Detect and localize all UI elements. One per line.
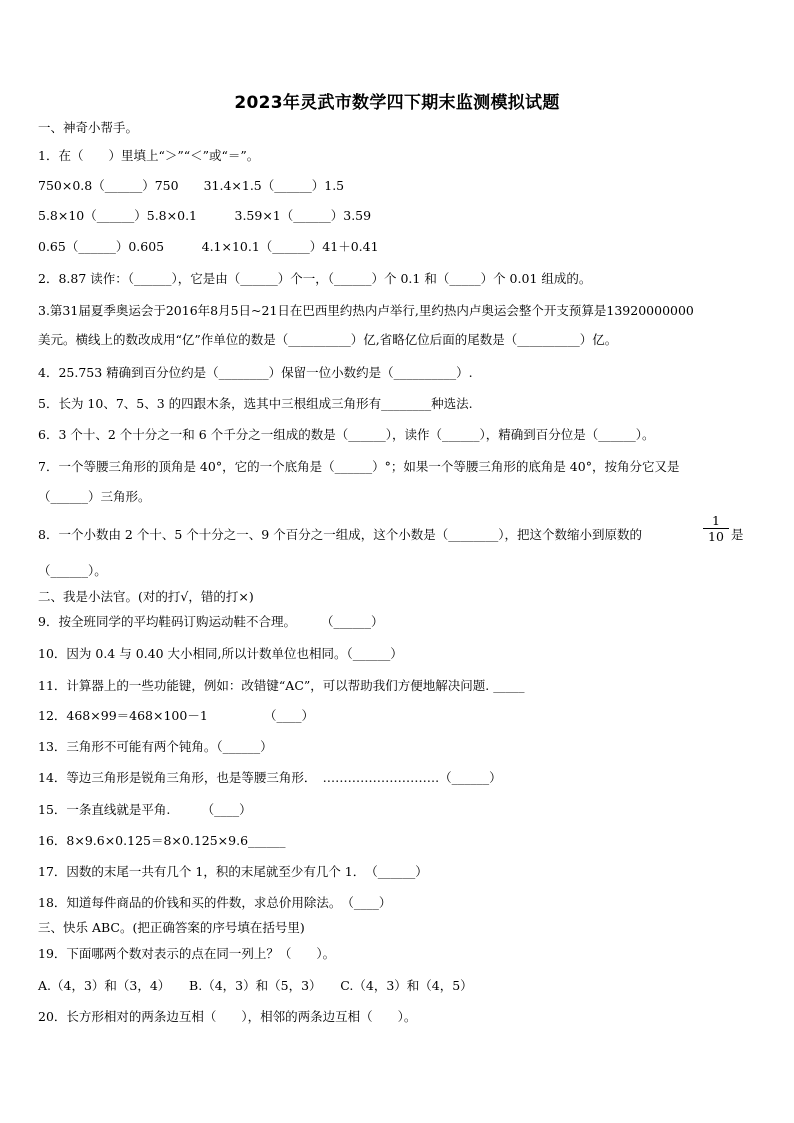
fraction-denominator: 10 <box>708 529 724 544</box>
section-heading-1: 一、神奇小帮手。 <box>38 120 139 135</box>
fraction-suffix: 是 <box>731 527 744 542</box>
question-20: 20．长方形相对的两条边互相（ ），相邻的两条边互相（ ）。 <box>38 1009 417 1024</box>
question-2: 2．8.87 读作：（______），它是由（______）个一，（______）个 0.1 和（_____）个 0.01 组成的。 <box>38 271 592 286</box>
question-7-line-1: 7．一个等腰三角形的顶角是 40°，它的一个底角是（______）°；如果一个等腰三角形的底角是 40°，按角分它又是 <box>38 459 680 474</box>
question-12: 12．468×99＝468×100－1 （____） <box>38 708 315 723</box>
question-19: 19．下面哪两个数对表示的点在同一列上？（ ）。 <box>38 946 336 961</box>
question-18: 18．知道每件商品的价钱和买的件数，求总价用除法。 （____） <box>38 895 392 910</box>
question-14: 14．等边三角形是锐角三角形，也是等腰三角形． ……………………….（______） <box>38 770 502 785</box>
question-1: 1．在（ ）里填上“＞”“＜”或“＝”。 <box>38 148 260 163</box>
question-15: 15．一条直线就是平角. （____） <box>38 802 252 817</box>
question-4: 4．25.753 精确到百分位约是（________）保留一位小数约是（__________）. <box>38 365 473 380</box>
question-7-line-2: （______）三角形。 <box>38 489 151 504</box>
question-1-row-2: 5.8×10（______）5.8×0.1 3.59×1（______）3.59 <box>38 208 372 223</box>
fraction-one-tenth <box>703 513 729 544</box>
fraction-numerator: 1 <box>703 513 729 529</box>
question-8-line-1: 8．一个小数由 2 个十、5 个十分之一、9 个百分之一组成，这个小数是（________），把这个数缩小到原数的 <box>38 527 642 542</box>
section-heading-3: 三、快乐 ABC。(把正确答案的序号填在括号里) <box>38 920 305 935</box>
question-13: 13．三角形不可能有两个钝角。（______） <box>38 739 273 754</box>
section-heading-2: 二、我是小法官。(对的打√，错的打×) <box>38 589 254 604</box>
question-9: 9．按全班同学的平均鞋码订购运动鞋不合理。 （______） <box>38 614 384 629</box>
question-3-line-1: 3.第31届夏季奥运会于2016年8月5日~21日在巴西里约热内卢举行,里约热内卢奥运会整个开支预算是13920000000 <box>38 303 694 318</box>
question-16: 16．8×9.6×0.125＝8×0.125×9.6______ <box>38 833 286 848</box>
question-10: 10．因为 0.4 与 0.40 大小相同,所以计数单位也相同。（______） <box>38 646 403 661</box>
question-3-line-2: 美元。横线上的数改成用“亿”作单位的数是（__________）亿,省略亿位后面的尾数是（__________）亿。 <box>38 332 618 347</box>
question-19-options: A.（4，3）和（3，4） B.（4，3）和（5，3） C.（4，3）和（4，5） <box>38 978 473 993</box>
question-1-row-1: 750×0.8（______）750 31.4×1.5（______）1.5 <box>38 178 345 193</box>
page-title: 2023年灵武市数学四下期末监测模拟试题 <box>234 93 560 113</box>
question-17: 17．因数的末尾一共有几个 1，积的末尾就至少有几个 1． （______） <box>38 864 428 879</box>
question-11: 11．计算器上的一些功能键，例如：改错键“AC”，可以帮助我们方便地解决问题. _____ <box>38 678 525 693</box>
question-1-row-3: 0.65（______）0.605 4.1×10.1（______）41＋0.41 <box>38 239 379 254</box>
question-6: 6．3 个十、2 个十分之一和 6 个千分之一组成的数是（______），读作（______），精确到百分位是（______）。 <box>38 427 655 442</box>
question-5: 5．长为 10、7、5、3 的四跟木条，选其中三根组成三角形有________种选法. <box>38 396 473 411</box>
question-8-line-2: （______）。 <box>38 563 107 578</box>
